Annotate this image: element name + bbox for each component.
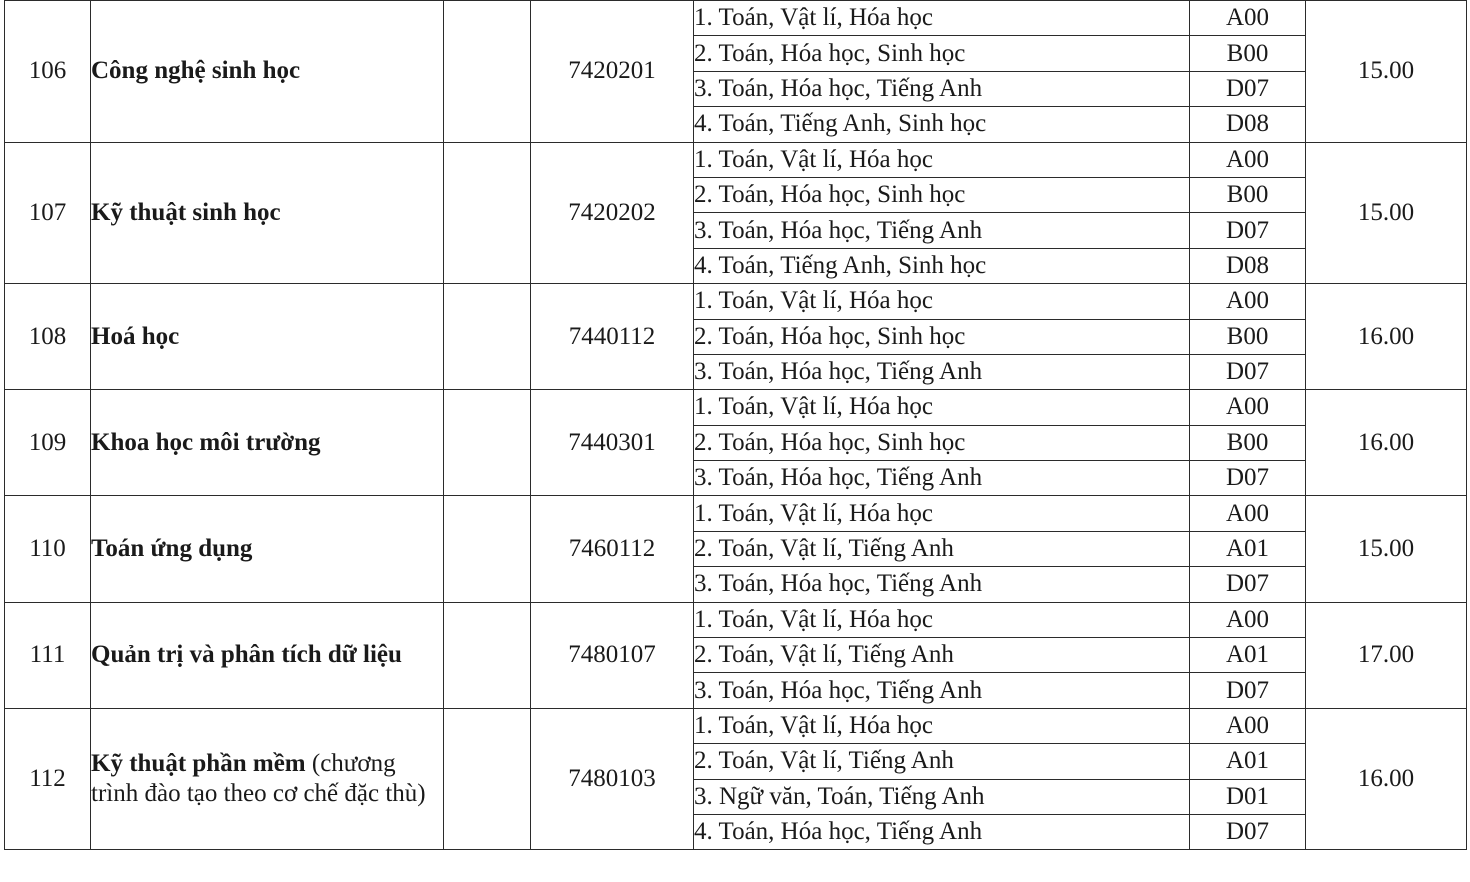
combination-code: A00 [1190,602,1306,637]
subject-combination: 1. Toán, Vật lí, Hóa học [694,496,1190,531]
admission-score: 16.00 [1306,708,1467,850]
subject-combination: 1. Toán, Vật lí, Hóa học [694,390,1190,425]
admission-score: 16.00 [1306,284,1467,390]
subject-combination: 2. Toán, Vật lí, Tiếng Anh [694,638,1190,673]
subject-combination: 1. Toán, Vật lí, Hóa học [694,142,1190,177]
combination-code: B00 [1190,36,1306,71]
combination-code: A00 [1190,496,1306,531]
subject-combination: 1. Toán, Vật lí, Hóa học [694,1,1190,36]
table-row [5,390,1467,425]
major-code: 7460112 [531,496,694,602]
table-row [5,496,1467,531]
empty-cell [444,1,531,143]
admission-table-body [5,0,1467,850]
empty-cell [444,496,531,602]
subject-combination: 1. Toán, Vật lí, Hóa học [694,602,1190,637]
subject-combination: 3. Toán, Hóa học, Tiếng Anh [694,673,1190,708]
combination-code: D08 [1190,248,1306,283]
combination-code: A00 [1190,284,1306,319]
combination-code: D07 [1190,673,1306,708]
major-name-cell [91,390,444,496]
combination-code: D07 [1190,461,1306,496]
table-row [5,602,1467,637]
subject-combination: 2. Toán, Hóa học, Sinh học [694,36,1190,71]
major-name-cell [91,708,444,850]
major-name: Hoá học [91,322,180,350]
combination-code: A01 [1190,531,1306,566]
major-name: Kỹ thuật phần mềm [91,750,306,778]
major-code: 7480103 [531,708,694,850]
combination-code: A01 [1190,638,1306,673]
subject-combination: 4. Toán, Tiếng Anh, Sinh học [694,107,1190,142]
empty-cell [444,390,531,496]
subject-combination: 2. Toán, Hóa học, Sinh học [694,319,1190,354]
subject-combination: 2. Toán, Vật lí, Tiếng Anh [694,531,1190,566]
subject-combination: 2. Toán, Hóa học, Sinh học [694,425,1190,460]
major-code: 7440301 [531,390,694,496]
major-name-cell [91,284,444,390]
table-row [5,1,1467,36]
row-number: 108 [5,284,91,390]
combination-code: A00 [1190,142,1306,177]
major-code: 7420202 [531,142,694,284]
combination-code: B00 [1190,177,1306,212]
subject-combination: 1. Toán, Vật lí, Hóa học [694,284,1190,319]
major-name: Công nghệ sinh học [91,57,301,85]
combination-code: A00 [1190,1,1306,36]
combination-code: D08 [1190,107,1306,142]
major-name: Quản trị và phân tích dữ liệu [91,641,402,669]
row-number: 111 [5,602,91,708]
empty-cell [444,602,531,708]
combination-code: A01 [1190,744,1306,779]
major-name-cell [91,142,444,284]
combination-code: A00 [1190,708,1306,743]
empty-cell [444,708,531,850]
admission-score: 17.00 [1306,602,1467,708]
major-note: (chương trình đào tạo theo cơ chế đặc thù) [91,750,426,808]
major-name: Khoa học môi trường [91,428,321,456]
subject-combination: 3. Toán, Hóa học, Tiếng Anh [694,461,1190,496]
admission-table [4,0,1467,850]
major-name-cell [91,602,444,708]
empty-cell [444,142,531,284]
major-code: 7420201 [531,1,694,143]
combination-code: A00 [1190,390,1306,425]
subject-combination: 3. Toán, Hóa học, Tiếng Anh [694,354,1190,389]
table-row [5,142,1467,177]
row-number: 106 [5,1,91,143]
row-number: 107 [5,142,91,284]
row-number: 109 [5,390,91,496]
subject-combination: 1. Toán, Vật lí, Hóa học [694,708,1190,743]
major-name-cell [91,496,444,602]
major-name: Toán ứng dụng [91,535,253,563]
admission-score: 15.00 [1306,142,1467,284]
combination-code: D07 [1190,354,1306,389]
combination-code: D07 [1190,814,1306,849]
row-number: 110 [5,496,91,602]
table-row [5,708,1467,743]
admission-score: 16.00 [1306,390,1467,496]
subject-combination: 2. Toán, Hóa học, Sinh học [694,177,1190,212]
combination-code: B00 [1190,425,1306,460]
combination-code: D07 [1190,71,1306,106]
subject-combination: 3. Toán, Hóa học, Tiếng Anh [694,71,1190,106]
subject-combination: 3. Toán, Hóa học, Tiếng Anh [694,213,1190,248]
empty-cell [444,284,531,390]
combination-code: D07 [1190,213,1306,248]
major-code: 7440112 [531,284,694,390]
combination-code: D07 [1190,567,1306,602]
major-name-cell [91,1,444,143]
subject-combination: 4. Toán, Hóa học, Tiếng Anh [694,814,1190,849]
table-row [5,284,1467,319]
major-name: Kỹ thuật sinh học [91,198,281,226]
row-number: 112 [5,708,91,850]
subject-combination: 3. Ngữ văn, Toán, Tiếng Anh [694,779,1190,814]
subject-combination: 4. Toán, Tiếng Anh, Sinh học [694,248,1190,283]
combination-code: B00 [1190,319,1306,354]
major-code: 7480107 [531,602,694,708]
admission-score: 15.00 [1306,1,1467,143]
admission-score: 15.00 [1306,496,1467,602]
admission-table-page [4,0,1466,878]
subject-combination: 2. Toán, Vật lí, Tiếng Anh [694,744,1190,779]
subject-combination: 3. Toán, Hóa học, Tiếng Anh [694,567,1190,602]
combination-code: D01 [1190,779,1306,814]
